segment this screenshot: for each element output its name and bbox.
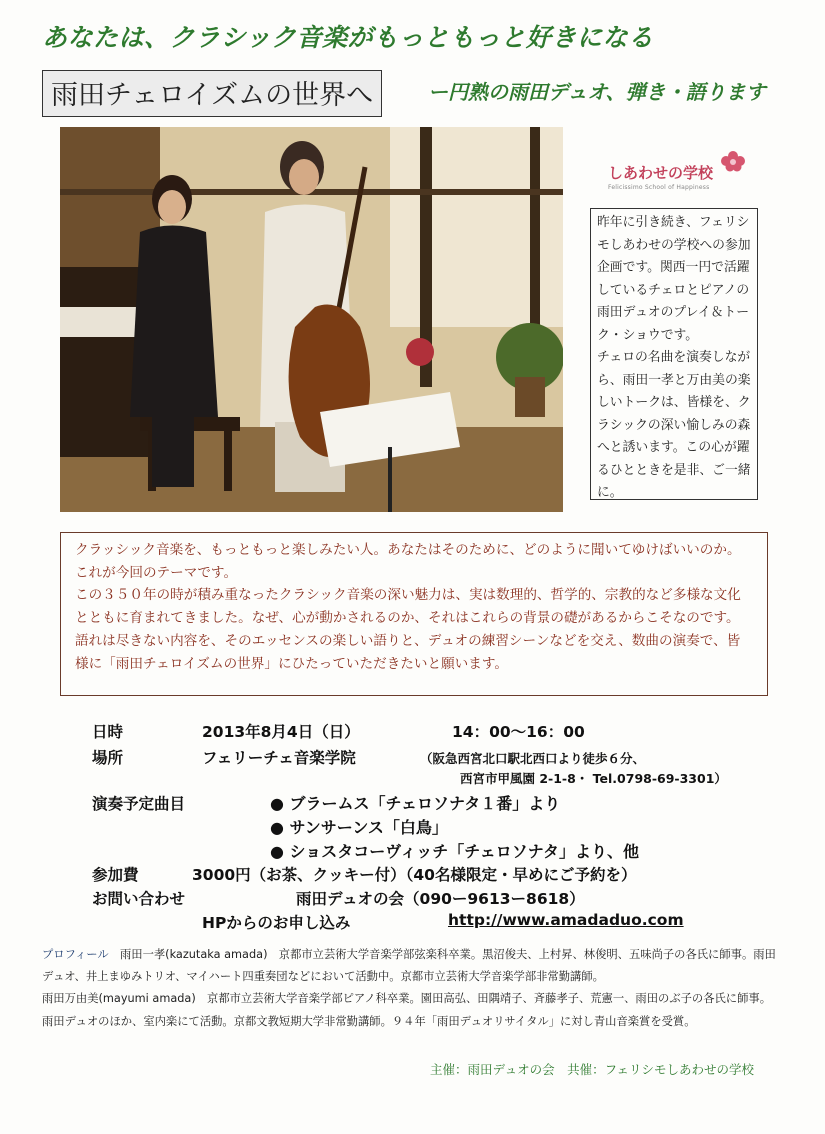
flower-icon (720, 150, 746, 172)
event-summary-box (590, 208, 758, 500)
intro-paragraph: この３５０年の時が積み重なったクラシック音楽の深い魅力は、実は数理的、哲学的、宗教的など多様な文化とともに育まれてきました。なぜ、心が動かされるのか、それはこれらの背景の礎があるからこそなのです。 (75, 587, 741, 627)
program-item: ● ブラームス「チェロソナタ１番」より (270, 794, 561, 813)
duo-photo (60, 127, 563, 512)
profile-label: プロフィール (42, 948, 109, 961)
hp-label: HPからのお申し込み (202, 914, 351, 932)
date-label: 日時 (92, 723, 124, 741)
time-value: 14：00〜16：00 (452, 723, 585, 741)
program-label: 演奏予定曲目 (92, 795, 186, 813)
program-item: ● サンサーンス「白鳥」 (270, 818, 448, 837)
headline: あなたは、クラシック音楽がもっともっと好きになる (42, 23, 654, 52)
page-subtitle: ー円熟の雨田デュオ、弾き・語ります (428, 80, 766, 104)
contact-value: 雨田デュオの会（090ー9613ー8618） (296, 890, 585, 908)
date-value: 2013年8月4日（日） (202, 723, 360, 741)
intro-paragraph: クラッシック音楽を、もっともっと楽しみたい人。あなたはそのために、どのように聞いてゆけばいいのか。これが今回のテーマです。 (75, 542, 741, 581)
hp-link[interactable]: http://www.amadaduo.com (448, 911, 684, 929)
access-info: （阪急西宮北口駅北西口より徒歩６分、 (420, 751, 646, 766)
intro-paragraph: 語れは尽きない内容を、そのエッセンスの楽しい語りと、デュオの練習シーンなどを交え、数曲の演奏で、皆様に「雨田チェロイズムの世界」にひたっていただきたいと願います。 (75, 632, 741, 672)
profile-section (42, 944, 782, 1033)
organizer-credit: 主催：雨田デュオの会 共催：フェリシモしあわせの学校 (430, 1062, 755, 1077)
profile-mayumi: 雨田万由美(mayumi amada) 京都市立芸術大学音楽学部ピアノ科卒業。園田高弘、田隅靖子、斉藤孝子、荒憲一、雨田のぶ子の各氏に師事。雨田デュオのほか、室内楽にて活動。京都文教短期大学非常勤講師。９４年「雨田デュオリサイタル」に対し青山音楽賞を受賞。 (42, 992, 771, 1028)
place-value: フェリーチェ音楽学院 (202, 749, 356, 767)
logo-subtitle: Felicissimo School of Happiness (608, 184, 710, 191)
place-label: 場所 (92, 749, 124, 767)
address-info: 西宮市甲風園 2-1-8・ Tel.0798-69-3301） (460, 771, 727, 786)
profile-kazutaka: 雨田一孝(kazutaka amada) 京都市立芸術大学音楽学部弦楽科卒業。黒沼俊夫、上村昇、林俊明、五味尚子の各氏に師事。雨田デュオ、井上まゆみトリオ、マイハート四重奏団などにおいて活動中。京都市立芸術大学音楽学部非常勤講師。 (42, 948, 776, 984)
page-title: 雨田チェロイズムの世界へ (42, 70, 382, 117)
school-logo (608, 150, 768, 194)
logo-name: しあわせの学校 (608, 164, 714, 182)
fee-value: 3000円（お茶、クッキー付）（40名様限定・早めにご予約を） (192, 866, 637, 884)
summary-paragraph: 昨年に引き続き、フェリシモしあわせの学校への参加企画です。関西一円で活躍しているチェロとピアノの雨田デュオのプレイ＆トーク・ショウです。 (597, 215, 751, 343)
program-item: ● ショスタコーヴィッチ「チェロソナタ」より、他 (270, 842, 639, 861)
intro-box (60, 532, 768, 696)
fee-label: 参加費 (92, 866, 139, 884)
summary-paragraph: チェロの名曲を演奏しながら、雨田一孝と万由美の楽しいトークは、皆様を、クラシックの深い愉しみの森へと誘います。この心が躍るひとときを是非、ご一緒に。 (597, 350, 751, 500)
contact-label: お問い合わせ (92, 890, 186, 908)
